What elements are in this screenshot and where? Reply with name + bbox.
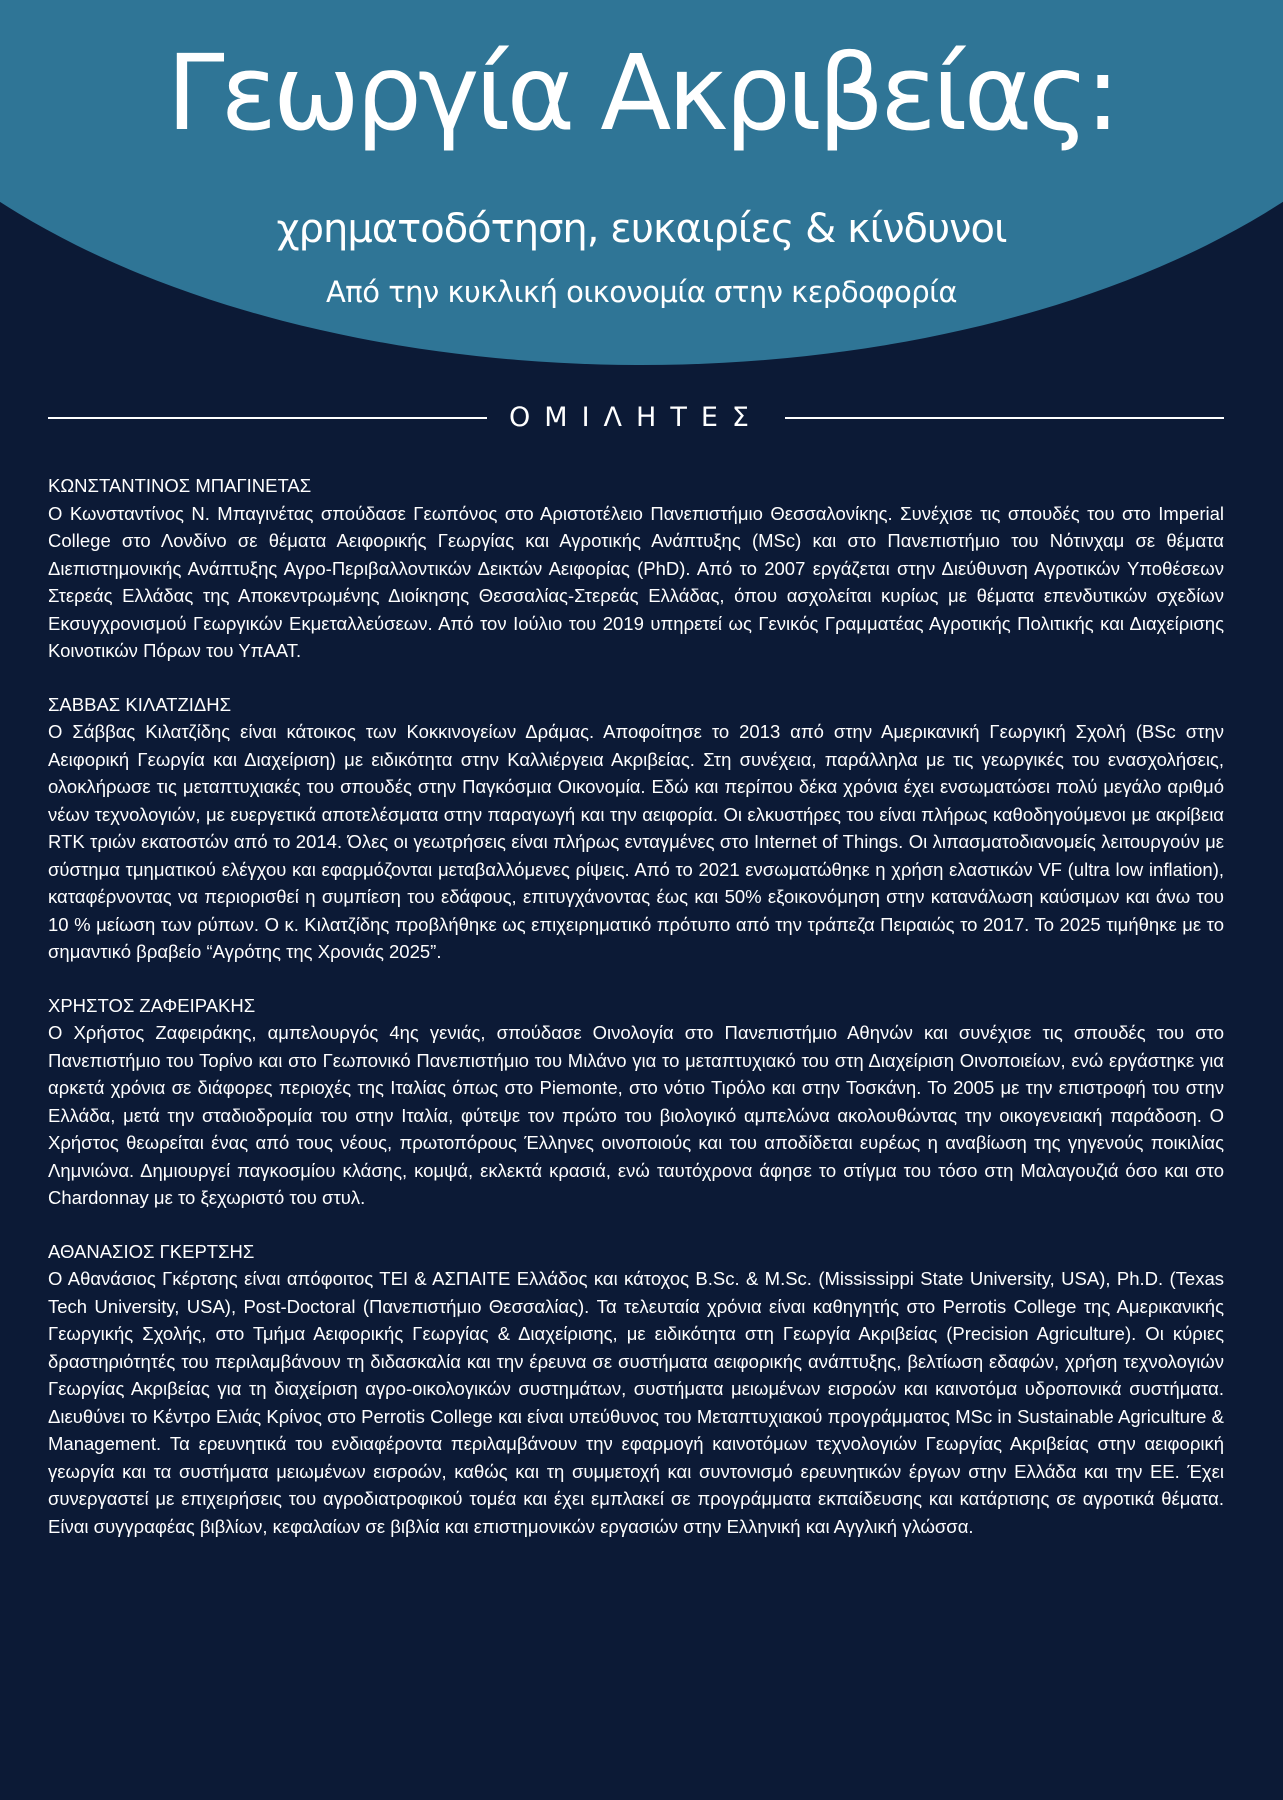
- speaker-bio: Ο Κωνσταντίνος Ν. Μπαγινέτας σπούδασε Γεωπόνος στο Αριστοτέλειο Πανεπιστήμιο Θεσσαλονίκης. Συνέχισε τις σπουδές του στο Imperial College στο Λονδίνο σε θέματα Αειφορικής Γεωργίας και Αγροτικής Ανάπτυξης (MSc) και στο Πανεπιστήμιο του Νότινχαμ σε θέματα Διεπιστημονικής Ανάπτυξης Αγρο-Περιβαλλοντικών Δεικτών Αειφορίας (PhD). Από το 2007 εργάζεται στην Διεύθυνση Αγροτικών Υποθέσεων Στερεάς Ελλάδας της Αποκεντρωμένης Διοίκησης Θεσσαλίας-Στερεάς Ελλάδας, όπου ασχολείται κυρίως με θέματα επενδυτικών σχεδίων Εκσυγχρονισμού Γεωργικών Εκμεταλλεύσεων. Από τον Ιούλιο του 2019 υπηρετεί ως Γενικός Γραμματέας Αγροτικής Πολιτικής και Διαχείρισης Κοινοτικών Πόρων του ΥπΑΑΤ.: [48, 502, 1224, 661]
- speakers-list: [48, 472, 1224, 1566]
- section-divider: [48, 398, 1224, 438]
- speaker-entry: [48, 1238, 1224, 1541]
- divider-line-left: [48, 417, 487, 419]
- page-title: Γεωργία Ακριβείας:: [166, 32, 1117, 154]
- speaker-entry: [48, 472, 1224, 665]
- speaker-bio: Ο Αθανάσιος Γκέρτσης είναι απόφοιτος ΤΕΙ & ΑΣΠΑΙΤΕ Ελλάδος και κάτοχος B.Sc. & M.Sc. (Mississippi State University, USA), Ph.D. (Texas Tech University, USA), Post-Doctoral (Πανεπιστήμιο Θεσσαλίας). Τα τελευταία χρόνια είναι καθηγητής στο Perrotis College της Αμερικανικής Γεωργικής Σχολής, στο Τμήμα Αειφορικής Γεωργίας & Διαχείρισης, με ειδικότητα στη Γεωργία Ακριβείας (Precision Agriculture). Οι κύριες δραστηριότητές του περιλαμβάνουν τη διδασκαλία και την έρευνα σε συστήματα αειφορικής ανάπτυξης, βελτίωση εδαφών, χρήση τεχνολογιών Γεωργίας Ακριβείας για τη διαχείριση αγρο-οικολογικών συστημάτων, συστήματα μειωμένων εισροών και καινοτόμα υδροπονικά συστήματα. Διευθύνει το Κέντρο Ελιάς Κρίνος στο Perrotis College και είναι υπεύθυνος του Μεταπτυχιακού προγράμματος MSc in Sustainable Agriculture & Management. Τα ερευνητικά του ενδιαφέροντα περιλαμβάνουν την εφαρμογή καινοτόμων τεχνολογιών Γεωργίας Ακριβείας στην αειφορική γεωργία και τα συστήματα μειωμένων εισροών, καθώς και τη συμμετοχή και συντονισμό ερευνητικών έργων στην Ελλάδα και την ΕΕ. Έχει συνεργαστεί με επιχειρήσεις του αγροδιατροφικού τομέα και έχει εμπλακεί σε προγράμματα εκπαίδευσης και κατάρτισης σε αγροτικά θέματα. Είναι συγγραφέας βιβλίων, κεφαλαίων σε βιβλία και επιστημονικών εργασιών στην Ελληνική και Αγγλική γλώσσα.: [48, 1268, 1224, 1537]
- speaker-name: ΧΡΗΣΤΟΣ ΖΑΦΕΙΡΑΚΗΣ: [48, 994, 256, 1016]
- section-heading: ΟΜΙΛΗΤΕΣ: [509, 402, 763, 433]
- header: [0, 0, 1283, 360]
- speaker-name: ΚΩΝΣΤΑΝΤΙΝΟΣ ΜΠΑΓΙΝΕΤΑΣ: [48, 475, 312, 496]
- page-subtitle: χρηματοδότηση, ευκαιρίες & κίνδυνοι: [276, 206, 1007, 252]
- speaker-bio: Ο Χρήστος Ζαφειράκης, αμπελουργός 4ης γενιάς, σπούδασε Οινολογία στο Πανεπιστήμιο Αθηνών και συνέχισε τις σπουδές του στο Πανεπιστήμιο του Τορίνο και στο Γεωπονικό Πανεπιστήμιο του Μιλάνο για το μεταπτυχιακό του στη Διαχείριση Οινοποιείων, ενώ εργάστηκε για αρκετά χρόνια σε διάφορες περιοχές της Ιταλίας όπως στο Piemonte, στο νότιο Τιρόλο και στην Τοσκάνη. Το 2005 με την επιστροφή του στην Ελλάδα, μετά την σταδιοδρομία του στην Ιταλία, φύτεψε τον πρώτο του βιολογικό αμπελώνα ακολουθώντας την οικογενειακή παράδοση. Ο Χρήστος θεωρείται ένας από τους νέους, πρωτοπόρους Έλληνες οινοποιούς και του αποδίδεται ευρέως η αναβίωση της γηγενούς ποικιλίας Λημνιώνα. Δημιουργεί παγκοσμίου κλάσης, κομψά, εκλεκτά κρασιά, ενώ ταυτόχρονα άφησε το στίγμα του τόσο στη Μαλαγουζιά όσο και στο Chardonnay με το ξεχωριστό του στυλ.: [48, 1022, 1224, 1208]
- page-tagline: Από την κυκλική οικονομία στην κερδοφορία: [325, 275, 958, 309]
- speaker-name: ΑΘΑΝΑΣΙΟΣ ΓΚΕΡΤΣΗΣ: [48, 1240, 255, 1262]
- speaker-entry: [48, 691, 1224, 966]
- divider-line-right: [785, 417, 1224, 419]
- speaker-entry: [48, 992, 1224, 1212]
- speaker-bio: Ο Σάββας Κιλατζίδης είναι κάτοικος των Κοκκινογείων Δράμας. Αποφοίτησε το 2013 από στην Αμερικανική Γεωργική Σχολή (BSc στην Αειφορική Γεωργία και Διαχείριση) με ειδικότητα στην Καλλιέργεια Ακριβείας. Στη συνέχεια, παράλληλα με τις γεωργικές του ενασχολήσεις, ολοκλήρωσε τις μεταπτυχιακές του σπουδές στην Παγκόσμια Οικονομία. Εδώ και περίπου δέκα χρόνια έχει ενσωματώσει πολύ μεγάλο αριθμό νέων τεχνολογιών, με ευεργετικά αποτελέσματα στην παραγωγή και την αειφορία. Οι ελκυστήρες του είναι πλήρως καθοδηγούμενοι με ακρίβεια RTK τριών εκατοστών από το 2014. Όλες οι γεωτρήσεις είναι πλήρως ενταγμένες στο Internet of Things. Οι λιπασματοδιανομείς λειτουργούν με σύστημα τμηματικού ελέγχου και εφαρμόζονται μεταβαλλόμενες ρίψεις. Από το 2021 ενσωματώθηκε η χρήση ελαστικών VF (ultra low inflation), καταφέρνοντας να περιορισθεί η συμπίεση του εδάφους, επιτυγχάνοντας έως και 50% εξοικονόμηση στην κατανάλωση καύσιμων και άνω του 10 % μείωση των ρύπων. Ο κ. Κιλατζίδης προβλήθηκε ως επιχειρηματικό πρότυπο από την τράπεζα Πειραιώς το 2017. Το 2025 τιμήθηκε με το σημαντικό βραβείο “Αγρότης της Χρονιάς 2025”.: [48, 721, 1224, 962]
- speaker-name: ΣΑΒΒΑΣ ΚΙΛΑΤΖΙΔΗΣ: [48, 693, 232, 715]
